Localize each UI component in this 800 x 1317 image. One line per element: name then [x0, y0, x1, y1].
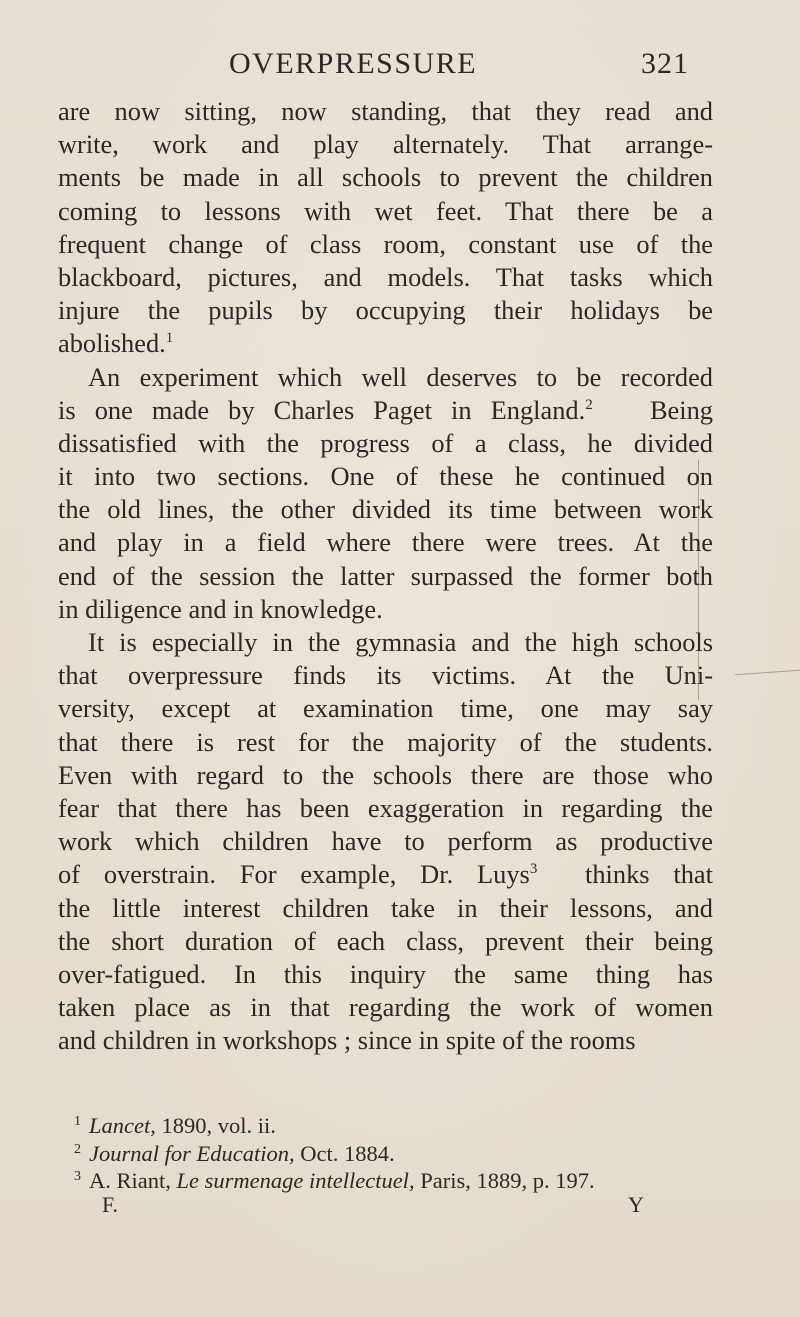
text-line: versity, except at examination time, one may say — [58, 693, 713, 724]
footnote-ref-2: 2 — [585, 396, 593, 413]
text-segment: of overstrain. For example, Dr. Luys — [58, 859, 530, 890]
running-title: OVERPRESSURE — [229, 47, 478, 80]
text-line: and play in a field where there were trees. At the — [58, 527, 713, 558]
running-head — [0, 46, 800, 82]
footnote-2 — [74, 1140, 714, 1168]
footnote-number: 2 — [74, 1141, 81, 1157]
text-segment: thinks that — [585, 859, 713, 890]
footnotes — [74, 1112, 714, 1195]
text-line: dissatisfied with the progress of a class, he divided — [58, 427, 713, 458]
footnote-number: 3 — [74, 1169, 81, 1184]
footnote-ref-3: 3 — [529, 861, 538, 878]
text-line: the short duration of each class, prevent their being — [58, 925, 713, 956]
text-segment: Being — [649, 394, 713, 425]
footnote-detail: Paris, 1889, p. 197. — [420, 1168, 595, 1193]
text-line: it into two sections. One of these he continued on — [58, 461, 713, 492]
body-text — [58, 95, 713, 1057]
footnote-detail: 1890, vol. ii. — [161, 1113, 276, 1138]
text-line: write, work and play alternately. That arrange- — [58, 129, 713, 160]
signature-right: Y — [628, 1192, 644, 1217]
text-line: that there is rest for the majority of the students. — [58, 726, 713, 757]
text-line: are now sitting, now standing, that they read and — [58, 96, 713, 126]
text-line: in diligence and in knowledge. — [58, 593, 383, 624]
footnote-number: 1 — [74, 1114, 81, 1129]
text-line — [58, 394, 713, 427]
text-line: the little interest children take in their lessons, and — [58, 892, 713, 923]
margin-mark — [698, 460, 729, 700]
text-line: work which children have to perform as productive — [58, 826, 713, 857]
text-line: that overpressure finds its victims. At the Uni- — [58, 660, 713, 691]
text-line: blackboard, pictures, and models. That tasks which — [58, 261, 713, 292]
signature-left: F. — [102, 1192, 118, 1217]
text-line: taken place as in that regarding the work of women — [58, 992, 713, 1023]
footnote-detail: Oct. 1884. — [300, 1140, 395, 1166]
text-line: the old lines, the other divided its time between work — [58, 494, 713, 525]
text-line: Even with regard to the schools there are those who — [58, 759, 713, 790]
text-line: over-fatigued. In this inquiry the same thing has — [58, 958, 713, 989]
text-line: injure the pupils by occupying their holidays be — [58, 295, 713, 326]
text-segment: abolished. — [58, 328, 166, 359]
text-line: end of the session the latter surpassed the former both — [58, 560, 713, 591]
signature-marks — [0, 1192, 800, 1220]
footnote-author: A. Riant, — [89, 1168, 171, 1193]
footnote-ref-1: 1 — [165, 330, 174, 347]
text-line: ments be made in all schools to prevent the children — [58, 162, 713, 193]
paragraph-start: An experiment which well deserves to be recorded — [88, 361, 713, 392]
text-line — [58, 858, 713, 891]
footnote-title: Le surmenage intellectuel, — [176, 1168, 415, 1193]
footnote-1 — [74, 1112, 714, 1140]
footnote-title: Lancet, — [89, 1113, 156, 1138]
text-line — [58, 327, 713, 360]
page-edge-line — [735, 670, 800, 676]
text-line: and children in workshops ; since in spite of the rooms — [58, 1025, 636, 1056]
text-segment: is one made by Charles Paget in England. — [58, 394, 586, 425]
page-number: 321 — [641, 47, 689, 80]
footnote-3 — [74, 1167, 714, 1195]
footnote-title: Journal for Education, — [89, 1140, 295, 1166]
text-line: frequent change of class room, constant use of the — [58, 228, 713, 259]
text-line: coming to lessons with wet feet. That there be a — [58, 195, 713, 226]
paragraph-start: It is especially in the gymnasia and the high schools — [88, 627, 713, 657]
text-line: fear that there has been exaggeration in regarding the — [58, 792, 713, 823]
